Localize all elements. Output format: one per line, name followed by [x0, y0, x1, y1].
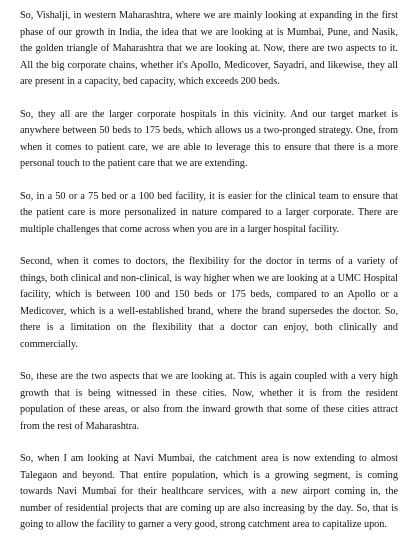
paragraph-2: So, they all are the larger corporate hospitals in this vicinity. And our target market is anywhere between 50 beds to 175 beds, which allows us a two-pronged strategy. One, from when it comes to patient care, we are able to leverage this to ensure that there is a more personal touch to the patient care that we are extending. [20, 108, 398, 169]
paragraph-3: So, in a 50 or a 75 bed or a 100 bed facility, it is easier for the clinical team to ensure that the patient care is more personalized in nature compared to a larger corporate. There are multiple challenges that come across when you are in a larger hospital facility. [20, 190, 398, 235]
paragraph-5: So, these are the two aspects that we are looking at. This is again coupled with a very high growth that is being witnessed in these cities. Now, whether it is from the resident population of these areas, or also from the inward growth that some of these cities attract from the rest of Maharashtra. [20, 371, 398, 432]
paragraph-4: Second, when it comes to doctors, the flexibility for the doctor in terms of a variety of things, both clinical and non-clinical, is way higher when we are looking at a UMC Hospital facility, which is between 100 and 150 beds or 175 beds, compared to an Apollo or a Medicover, which is a well-established brand, where the brand supersedes the doctor. So, there is a limitation on the flexibility that a doctor can enjoy, both clinically and commercially. [20, 256, 398, 350]
paragraph-6: So, when I am looking at Navi Mumbai, the catchment area is now extending to almost Talegaon and beyond. That entire population, which is a growing segment, is coming towards Navi Mumbai for their healthcare services, with a new airport coming in, the number of residential projects that are coming up are also increasing by the day. So, that is going to allow the facility to garner a very good, strong catchment area to capitalize upon. [20, 453, 398, 530]
paragraph-1: So, Vishalji, in western Maharashtra, where we are mainly looking at expanding in the first phase of our growth in India, the idea that we are looking at is Mumbai, Pune, and Nasik, the golden triangle of Maharashtra that we are looking at. Now, there are two aspects to it. All the big corporate chains, whether it's Apollo, Medicover, Sayadri, and likewise, they all are present in a capacity, bed capacity, which exceeds 200 beds. [20, 10, 398, 87]
transcript-page [20, 8, 398, 550]
